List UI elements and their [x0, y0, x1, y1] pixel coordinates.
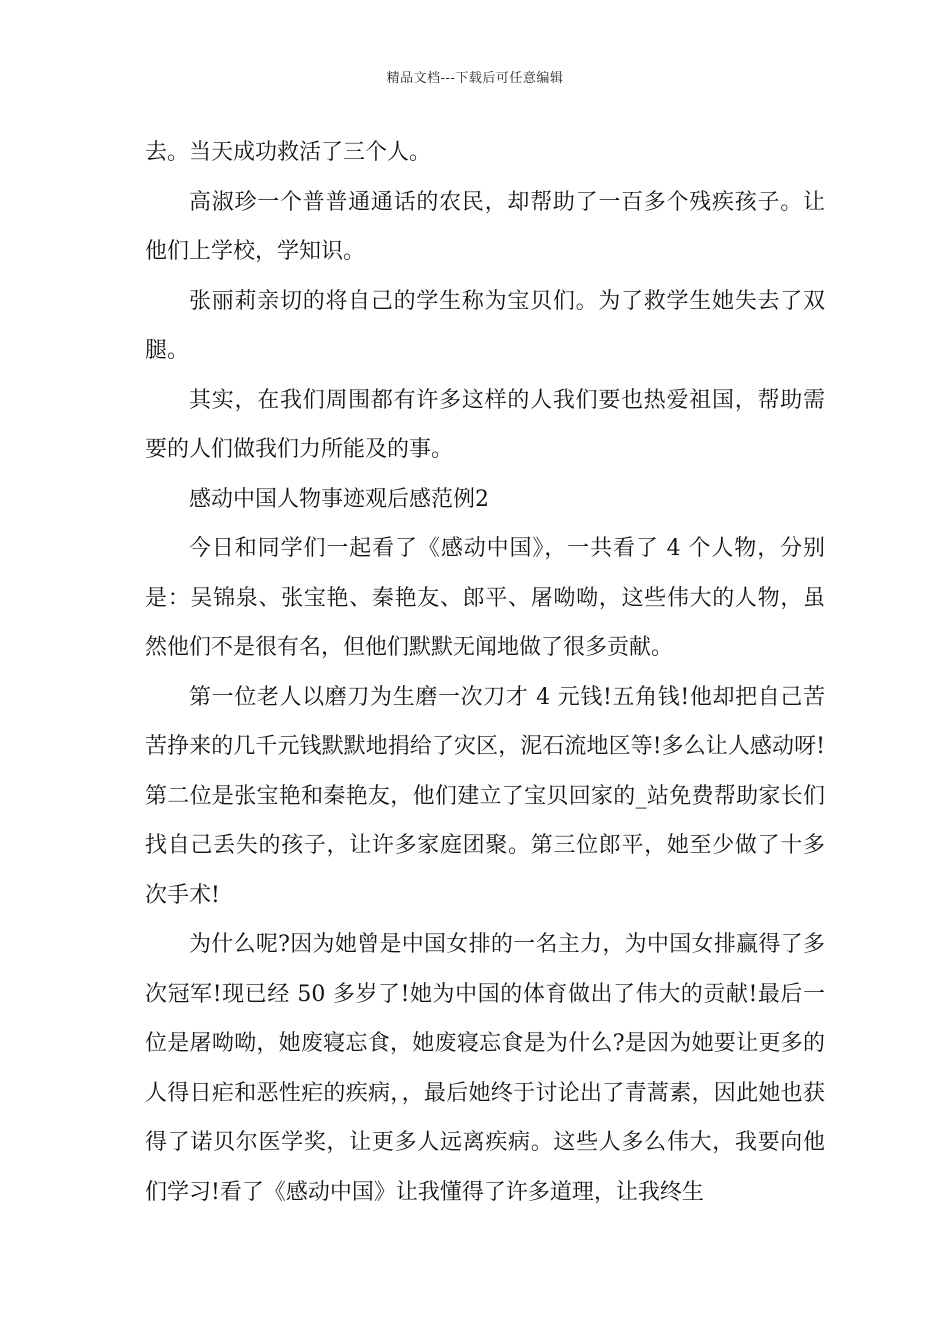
- paragraph-1: 去。当天成功救活了三个人。: [145, 140, 432, 165]
- paragraph-5: 今日和同学们一起看了《感动中国》，一共看了 4 个人物，分别是：吴锦泉、张宝艳、秦艳友、郎平、屠呦呦，这些伟大的人物，虽然他们不是很有名，但他们默默无闻地做了很多贡献。: [145, 536, 825, 660]
- paragraph-2: 高淑珍一个普普通通话的农民，却帮助了一百多个残疾孩子。让他们上学校，学知识。: [145, 189, 825, 264]
- paragraph-7: 为什么呢?因为她曾是中国女排的一名主力，为中国女排赢得了多次冠军!现已经 50 多岁了!她为中国的体育做出了伟大的贡献!最后一位是屠呦呦，她废寝忘食，她废寝忘食是为什么?是因为她要让更多的人得日疟和恶性疟的疾病，，最后她终于讨论出了青蒿素，因此她也获得了诺贝尔医学奖，让更多人远离疾病。这些人多么伟大，我要向他们学习!看了《感动中国》让我懂得了许多道理，让我终生: [145, 932, 825, 1205]
- paragraph-4: 其实，在我们周围都有许多这样的人我们要也热爱祖国，帮助需要的人们做我们力所能及的事。: [145, 387, 825, 462]
- page-header: 精品文档---下载后可任意编辑: [386, 71, 564, 86]
- document-body: [145, 128, 825, 1217]
- paragraph-6: 第一位老人以磨刀为生磨一次刀才 4 元钱!五角钱!他却把自己苦苦挣来的几千元钱默默地捐给了灾区，泥石流地区等!多么让人感动呀!第二位是张宝艳和秦艳友，他们建立了宝贝回家的_站免费帮助家长们找自己丢失的孩子，让许多家庭团聚。第三位郎平，她至少做了十多次手术!: [145, 684, 825, 908]
- paragraph-3: 张丽莉亲切的将自己的学生称为宝贝们。为了救学生她失去了双腿。: [145, 288, 825, 363]
- section-heading: 感动中国人物事迹观后感范例2: [189, 486, 489, 512]
